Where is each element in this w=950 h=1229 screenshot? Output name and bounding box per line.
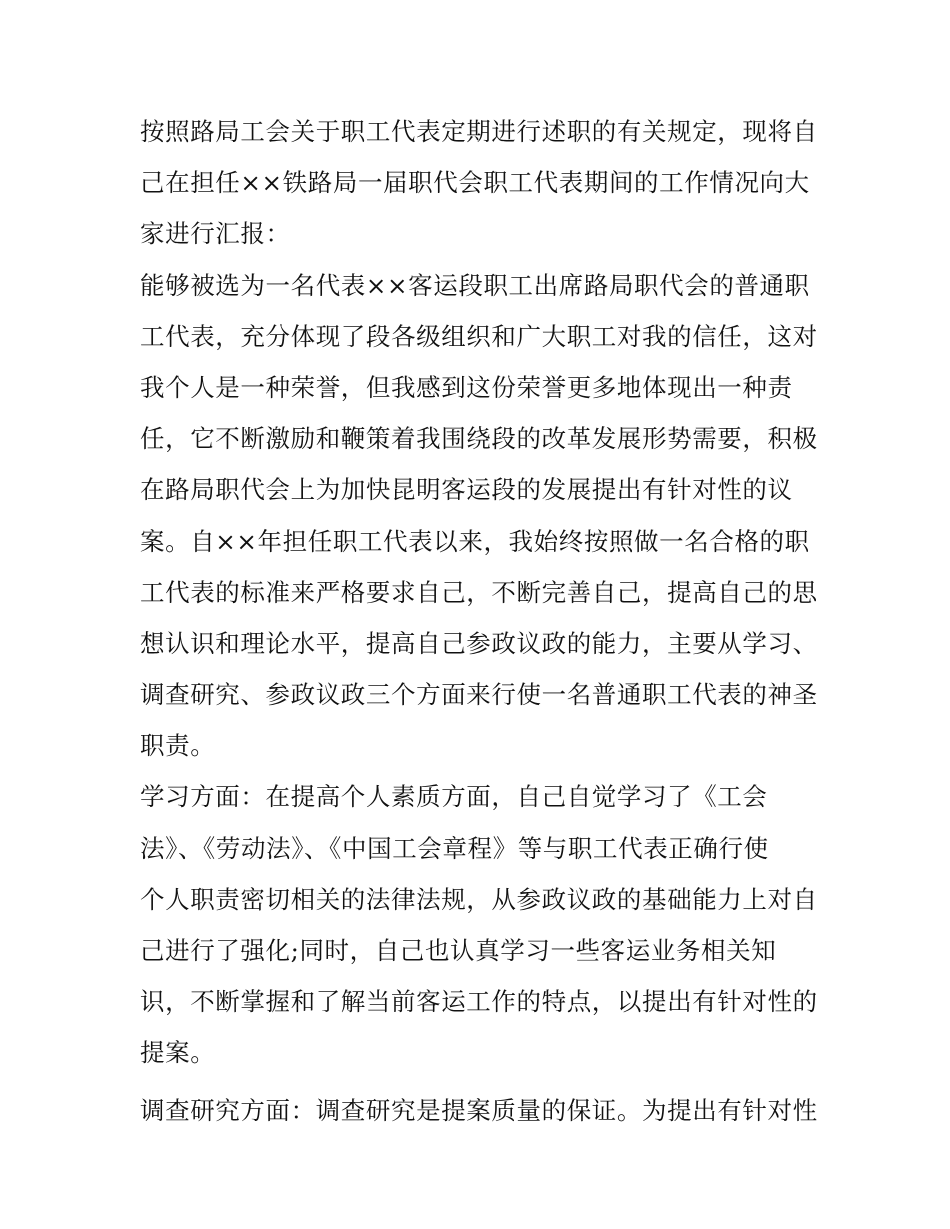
text-line: 案。自××年担任职工代表以来，我始终按照做一名合格的职 (140, 526, 810, 556)
text-line: 工代表，充分体现了段各级组织和广大职工对我的信任，这对 (140, 321, 818, 351)
text-line: 工代表的标准来严格要求自己，不断完善自己，提高自己的思 (140, 577, 818, 607)
text-line: 职责。 (140, 731, 216, 761)
text-line: 我个人是一种荣誉，但我感到这份荣誉更多地体现出一种责 (140, 372, 793, 402)
text-line: 想认识和理论水平，提高自己参政议政的能力，主要从学习、 (140, 628, 818, 658)
text-line: 学习方面：在提高个人素质方面，自己自觉学习了《工会 (140, 782, 768, 812)
text-line: 在路局职代会上为加快昆明客运段的发展提出有针对性的议 (140, 475, 793, 505)
text-line: 己在担任××铁路局一届职代会职工代表期间的工作情况向大 (140, 168, 810, 198)
text-line: 家进行汇报： (140, 219, 291, 249)
text-line: 按照路局工会关于职工代表定期进行述职的有关规定，现将自 (140, 117, 818, 146)
text-line: 个人职责密切相关的法律法规，从参政议政的基础能力上对自 (140, 884, 818, 914)
text-line: 调查研究方面：调查研究是提案质量的保证。为提出有针对性 (140, 1095, 818, 1125)
text-line: 能够被选为一名代表××客运段职工出席路局职代会的普通职 (140, 270, 810, 300)
paragraph-study (140, 771, 820, 1078)
text-line: 提案。 (140, 1038, 216, 1068)
text-line: 任，它不断激励和鞭策着我围绕段的改革发展形势需要，积极 (140, 424, 818, 454)
text-line: 己进行了强化;同时，自己也认真学习一些客运业务相关知 (140, 936, 777, 965)
document-body (140, 106, 820, 1136)
text-line: 调查研究、参政议政三个方面来行使一名普通职工代表的神圣 (140, 680, 818, 710)
paragraph-representative-duty (140, 260, 820, 772)
text-line: 识，不断掌握和了解当前客运工作的特点，以提出有针对性的 (140, 987, 818, 1017)
paragraph-intro (140, 106, 820, 260)
text-line: 法》、《劳动法》、《中国工会章程》等与职工代表正确行使 (140, 833, 769, 863)
paragraph-research (140, 1085, 820, 1136)
